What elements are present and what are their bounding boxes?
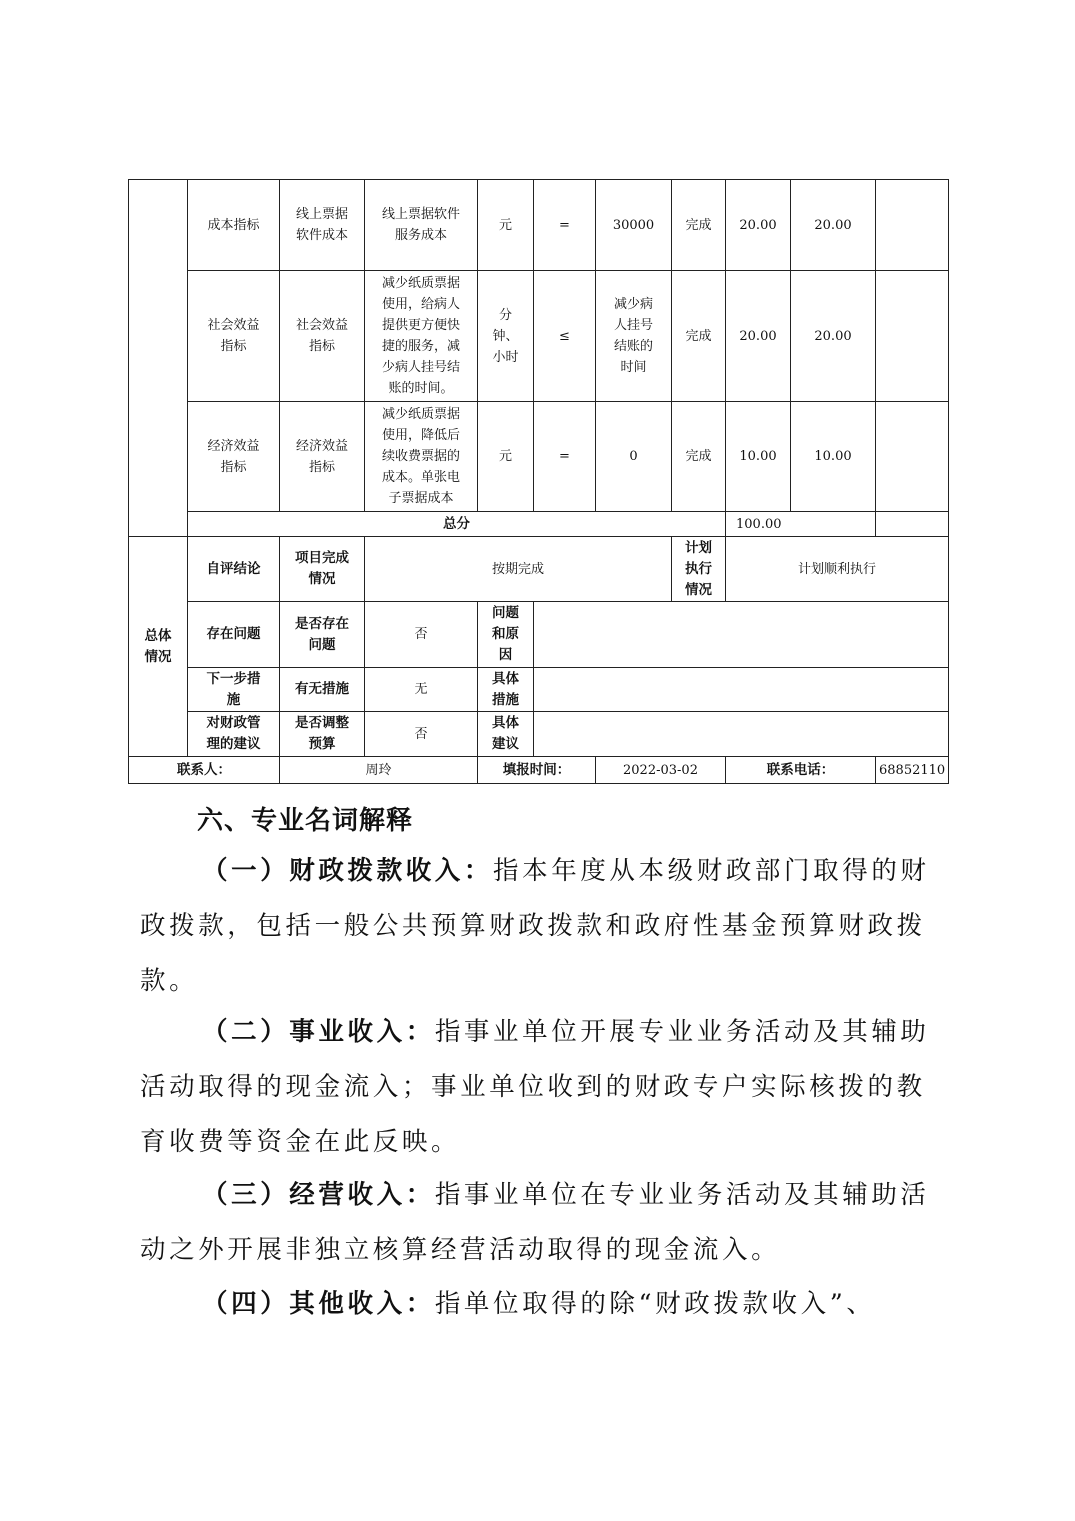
footer-row	[129, 757, 949, 784]
actual-value: 完成	[672, 402, 726, 512]
eval-value: 按期完成	[365, 537, 672, 602]
paragraph-text: 指本年度从本级财政部门取得的财	[493, 856, 930, 886]
total-empty	[876, 512, 949, 537]
score-value: 20.00	[791, 271, 876, 402]
reason-value	[534, 602, 949, 668]
advice-detail-value	[534, 712, 949, 757]
paragraph-text: 款。	[140, 966, 199, 996]
level2-indicator: 社会效益 指标	[188, 271, 280, 402]
operator-cell: =	[534, 180, 596, 271]
note-cell	[876, 402, 949, 512]
table-row	[129, 402, 949, 512]
paragraph-first-line	[140, 1005, 940, 1060]
problem-row	[129, 602, 949, 668]
note-cell	[876, 271, 949, 402]
unit-cell: 分 钟、 小时	[478, 271, 534, 402]
weight-value: 20.00	[726, 180, 791, 271]
paragraph-2	[140, 1005, 940, 1170]
weight-value: 20.00	[726, 271, 791, 402]
next-value: 无	[365, 668, 478, 712]
actual-value: 完成	[672, 271, 726, 402]
note-cell	[876, 180, 949, 271]
term-label: （三）经营收入：	[202, 1180, 435, 1210]
total-label: 总分	[188, 512, 726, 537]
next-row	[129, 668, 949, 712]
level3-indicator: 经济效益 指标	[280, 402, 365, 512]
operator-cell: ≤	[534, 271, 596, 402]
paragraph-text: 活动取得的现金流入；事业单位收到的财政专户实际核拨的教	[140, 1072, 926, 1102]
weight-value: 10.00	[726, 402, 791, 512]
unit-cell: 元	[478, 402, 534, 512]
overall-label: 总体 情况	[129, 537, 188, 757]
table-row	[129, 180, 949, 271]
contact-label: 联系人：	[129, 757, 280, 784]
measure-label: 具体 措施	[478, 668, 534, 712]
paragraph-first-line	[140, 1277, 940, 1332]
total-row	[129, 512, 949, 537]
total-value: 100.00	[726, 512, 876, 537]
phone-label: 联系电话：	[726, 757, 876, 784]
term-label: （四）其他收入：	[202, 1289, 435, 1319]
problem-value: 否	[365, 602, 478, 668]
date-label: 填报时间：	[478, 757, 596, 784]
phone-value: 68852110	[876, 757, 949, 784]
level3-indicator: 社会效益 指标	[280, 271, 365, 402]
advice-sub-label: 是否调整 预算	[280, 712, 365, 757]
measure-value	[534, 668, 949, 712]
paragraph-text: 政拨款，包括一般公共预算财政拨款和政府性基金预算财政拨	[140, 911, 926, 941]
plan-label: 计划 执行 情况	[672, 537, 726, 602]
advice-label: 对财政管 理的建议	[188, 712, 280, 757]
paragraph-first-line	[140, 844, 940, 899]
actual-value: 完成	[672, 180, 726, 271]
paragraph-text: 指事业单位在专业业务活动及其辅助活	[434, 1180, 930, 1210]
table-row	[129, 271, 949, 402]
reason-label: 问题 和原 因	[478, 602, 534, 668]
target-value: 30000	[596, 180, 672, 271]
target-value: 0	[596, 402, 672, 512]
section-title: 六、专业名词解释	[197, 806, 414, 836]
next-label: 下一步措 施	[188, 668, 280, 712]
operator-cell: =	[534, 402, 596, 512]
indicator-description: 线上票据软件 服务成本	[365, 180, 478, 271]
performance-table	[128, 179, 948, 783]
target-value: 减少病 人挂号 结账的 时间	[596, 271, 672, 402]
level3-indicator: 线上票据 软件成本	[280, 180, 365, 271]
paragraph-text: 育收费等资金在此反映。	[140, 1127, 461, 1157]
advice-detail-label: 具体 建议	[478, 712, 534, 757]
date-value: 2022-03-02	[596, 757, 726, 784]
paragraph-3	[140, 1168, 940, 1278]
paragraph-first-line	[140, 1168, 940, 1223]
eval-label: 自评结论	[188, 537, 280, 602]
next-sub-label: 有无措施	[280, 668, 365, 712]
indicator-description: 减少纸质票据 使用，给病人 提供更方便快 捷的服务，减 少病人挂号结 账的时间。	[365, 271, 478, 402]
problem-label: 存在问题	[188, 602, 280, 668]
unit-cell: 元	[478, 180, 534, 271]
level2-indicator: 成本指标	[188, 180, 280, 271]
indicator-description: 减少纸质票据 使用，降低后 续收费票据的 成本。单张电 子票据成本	[365, 402, 478, 512]
advice-value: 否	[365, 712, 478, 757]
contact-value: 周玲	[280, 757, 478, 784]
level1-cell	[129, 180, 188, 537]
paragraph-text: 指事业单位开展专业业务活动及其辅助	[434, 1017, 930, 1047]
score-value: 10.00	[791, 402, 876, 512]
paragraph-text: 指单位取得的除“财政拨款收入”、	[434, 1289, 876, 1319]
score-value: 20.00	[791, 180, 876, 271]
paragraph-4	[140, 1277, 940, 1332]
paragraph-text: 动之外开展非独立核算经营活动取得的现金流入。	[140, 1235, 781, 1265]
paragraph-1	[140, 844, 940, 1009]
eval-sub-label: 项目完成 情况	[280, 537, 365, 602]
advice-row	[129, 712, 949, 757]
problem-sub-label: 是否存在 问题	[280, 602, 365, 668]
eval-row	[129, 537, 949, 602]
term-label: （一）财政拨款收入：	[202, 856, 494, 886]
plan-value: 计划顺利执行	[726, 537, 949, 602]
term-label: （二）事业收入：	[202, 1017, 435, 1047]
level2-indicator: 经济效益 指标	[188, 402, 280, 512]
